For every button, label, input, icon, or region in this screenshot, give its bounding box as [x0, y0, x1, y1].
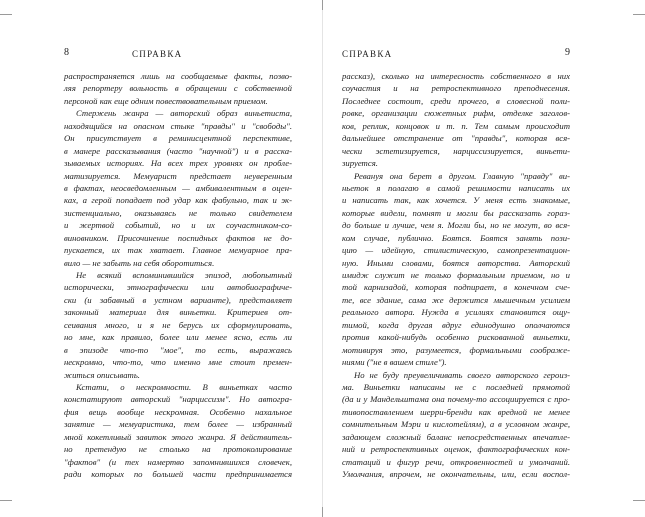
text-line: ниями ("не в вашем стиле").	[342, 357, 447, 368]
text-line: рассказ), сколько на интересность собственного в них	[342, 71, 570, 81]
text-line: в манере рассказывания (часто "научной") и в расска-	[64, 145, 292, 156]
text-line: которые видели, помнят и могли бы рассказать гораз-	[342, 207, 570, 218]
text-line: занятие — мемуаристика, тем более — избранный	[64, 419, 292, 430]
text-line: сеивания много, и я не берусь их сформулировать,	[64, 319, 292, 330]
text-line: Последнее состоит, среди прочего, в словесной поли-	[342, 95, 570, 106]
running-head: СПРАВКА	[342, 49, 393, 59]
page-number: 9	[565, 47, 571, 58]
left-page	[0, 0, 322, 517]
text-line: вило — не забыть на себя оборотиться.	[64, 257, 215, 268]
text-line: персоной как еще одним повествовательным приемом.	[64, 95, 268, 106]
text-line: Но не буду преувеличивать своего авторского героиз-	[354, 369, 570, 380]
text-line: имидж служит не только формальным приемом, но и	[342, 270, 570, 280]
text-line: ком случае, публично. Боятся. Боятся занять пози-	[342, 232, 570, 243]
text-line: против какой-нибудь особенно рискованной виньетки,	[342, 332, 570, 343]
text-line: ньеток я полагаю в самой решимости написать их	[342, 182, 570, 193]
running-head: СПРАВКА	[132, 49, 183, 59]
text-line: Стержень жанра — авторский образ виньетиста,	[76, 108, 292, 119]
text-line: чески эстетизируется, нарциссизируется, виньети-	[342, 145, 570, 156]
text-line: ную. Иными словами, боятся авторства. Авторский	[342, 257, 570, 268]
text-line: до больше и лучше, чем я. Могли бы, но не могут, во вся-	[342, 220, 570, 231]
text-line: ков, реплик, концовок и т. п. Тем самым происходит	[342, 120, 570, 131]
text-line: матизируется. Мемуарист предстает неуверенным	[64, 170, 292, 181]
text-line: ради которых по большей части предпринимается	[64, 469, 292, 479]
text-line: ма. Виньетки написаны не с последней прямотой	[342, 381, 570, 392]
text-line: пускается, их так хватает. Главное мемуарное пра-	[64, 245, 292, 256]
text-line: но мне, как правило, более или менее ясно, есть ли	[64, 332, 292, 343]
text-line: виновником. Присочинение поспидных фактов не до-	[64, 232, 292, 243]
text-line: ровке, организации сюжетных рифм, отделке заголов-	[342, 108, 570, 119]
text-line: той карнизадой, которая подпирает, в конечном сче-	[342, 282, 570, 293]
text-line: дальнейшее отстранение от "правды", которая вся-	[342, 133, 570, 144]
text-line: зируется.	[342, 158, 378, 169]
text-line: и жертвой событий, но и их соучастником-со-	[64, 220, 292, 231]
text-line: ляя репортеру вольность в обращении с собственной	[64, 83, 292, 94]
text-line: статаций и фигур речи, откровенностей и умолчаний.	[342, 456, 570, 467]
text-line: мотивируя это, разумеется, формальными соображе-	[342, 344, 570, 355]
right-page	[323, 0, 645, 517]
text-line: в фактах, неосведомленным — амбивалентным в оцен-	[64, 182, 292, 193]
text-line: реального автора. Нужда в усилиях становится ощу-	[342, 307, 570, 318]
text-line: Ревануя она берет в другом. Главную "правду" ви-	[354, 170, 570, 181]
text-line: ках, а герой попадает под удар как фабульно, так и эк-	[64, 195, 292, 206]
text-line: зываемых историях. На всех трех уровнях он пробле-	[64, 158, 292, 169]
text-line: сомнительным Мэри и кислотейлям), а в условном жанре,	[342, 419, 570, 430]
text-line: Кстати, о нескромности. В виньетках часто	[76, 381, 292, 392]
text-line: находящийся на опасном стыке "правды" и "свободы".	[64, 120, 292, 131]
text-line: исторически, этнографически или автобиографиче-	[64, 282, 292, 293]
text-line: цию — идейную, стилистическую, самопрезентацион-	[342, 245, 570, 256]
text-line: ски (и забавный в устном варианте), представляет	[64, 294, 292, 305]
text-line: тивопоставлением шерри-бренди как вредной не менее	[342, 406, 570, 417]
text-line: "фактов" (и тех намертво запомнившихся словечек,	[64, 456, 292, 467]
text-line: Умолчания, впрочем, не окончательны, или, если воспол-	[342, 469, 570, 479]
text-line: мной кокетливый завиток этого жанра. Я действитель-	[64, 431, 292, 442]
text-line: но претендую не столько на протоколирование	[64, 444, 292, 455]
text-line: Он присутствует в реминисцентной перспективе,	[64, 133, 292, 144]
page-number: 8	[64, 47, 70, 58]
text-line: задающем сложный баланс непосредственных впечатле-	[342, 431, 570, 442]
text-line: законный материал для виньетки. Критериев от-	[64, 307, 292, 318]
text-line: (да и у Мандельштама она почему-то ассоциируется с про-	[342, 394, 570, 405]
text-line: фия вещь вообще нескромная. Особенно нахальное	[64, 406, 292, 417]
body-text	[342, 70, 570, 480]
body-text	[64, 70, 292, 480]
text-line: констатируют авторский "нарциссизм". Но автогра-	[64, 394, 292, 405]
text-line: распространяется лишь на сообщаемые факты, позво-	[64, 71, 292, 81]
text-line: тимой, когда другая вдруг единодушно ополчаются	[342, 319, 570, 330]
text-line: те, все здание, сама же держится мышечным усилием	[342, 294, 570, 305]
text-line: в эпизоде что-то "мое", то есть, выражаясь	[64, 344, 292, 355]
text-line: соучастия и на ретроспективного преподнесения.	[342, 83, 570, 94]
text-line: ний и ретроспективных оценок, фактографических кон-	[342, 444, 570, 455]
text-line: житься описывать.	[64, 369, 140, 380]
text-line: нескромно, что-то, что именно мне стоит премен-	[64, 357, 292, 368]
text-line: и написать так, как хочется. У меня есть знакомые,	[342, 195, 570, 206]
text-line: Не всякий вспоминившийся эпизод, любопытный	[76, 270, 292, 280]
text-line: зистенциально, оказываясь не только свидетелем	[64, 207, 292, 218]
